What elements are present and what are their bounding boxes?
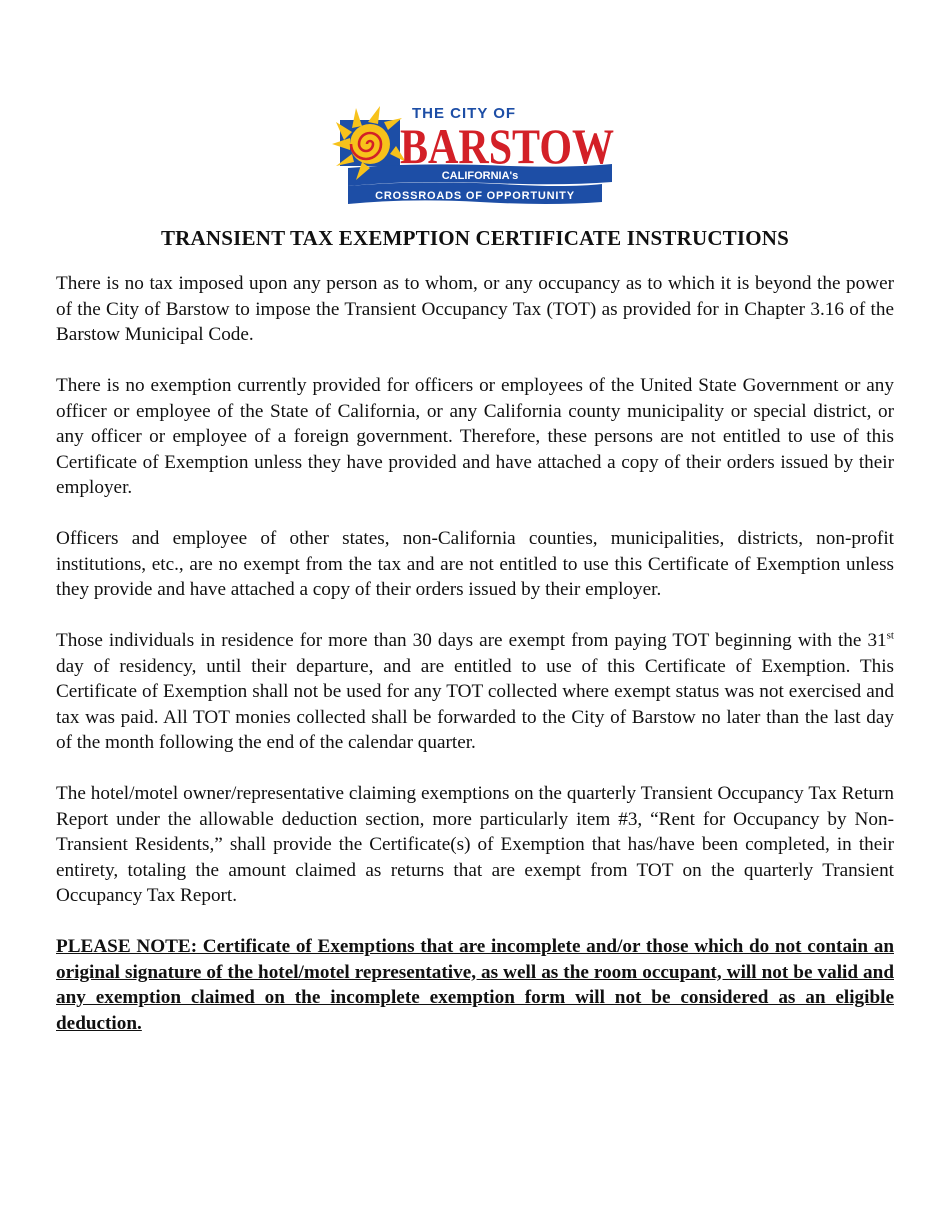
barstow-logo-graphic [330, 100, 620, 208]
city-of-barstow-logo [330, 100, 620, 208]
logo-city-name: BARSTOW [400, 118, 614, 174]
paragraph-other-states: Officers and employee of other states, non-California counties, municipalities, districts, non-profit institutions, etc., are no exempt from the tax and are not entitled to use this Certificate of Exemption unless they provide and have attached a copy of their orders issued by their employer. [56, 528, 894, 600]
please-note-warning: PLEASE NOTE: Certificate of Exemptions that are incomplete and/or those which do not contain an original signature of the hotel/motel representative, as well as the room occupant, will not be valid and any exemption claimed on the incomplete exemption form will not be considered as an eligible deduction. [56, 936, 894, 1034]
document-title: TRANSIENT TAX EXEMPTION CERTIFICATE INSTRUCTIONS [160, 226, 790, 250]
logo-ribbon-line1: CALIFORNIA's [441, 170, 519, 182]
paragraph-long-term-residents [56, 628, 894, 756]
paragraph-jurisdiction: There is no tax imposed upon any person as to whom, or any occupancy as to which it is beyond the power of the City of Barstow to impose the Transient Occupancy Tax (TOT) as provided for in Chapter 3.16 of the Barstow Municipal Code. [56, 273, 894, 345]
logo-top-line: THE CITY OF [412, 105, 517, 122]
logo-ribbon-line2: CROSSROADS OF OPPORTUNITY [375, 190, 575, 202]
ordinal-suffix: st [886, 629, 894, 642]
paragraph-long-term-residents-part2: day of residency, until their departure, and are entitled to use of this Certificate of Exemption. This Certificate of Exemption shall not be used for any TOT collected where exempt status was not exercised and tax was paid. All TOT monies collected shall be forwarded to the City of Barstow no later than the last day of the month following the end of the calendar quarter. [56, 655, 894, 753]
instructions-body [56, 271, 894, 1062]
paragraph-government-employees: There is no exemption currently provided for officers or employees of the United State Government or any officer or employee of the State of California, or any California county municipality or special district, or any officer or employee of a foreign government. Therefore, these persons are not entitled to use of this Certificate of Exemption unless they have provided and have attached a copy of their orders issued by their employer. [56, 375, 894, 498]
paragraph-long-term-residents-part1: Those individuals in residence for more than 30 days are exempt from paying TOT beginning with the 31 [56, 630, 887, 651]
paragraph-hotel-representative: The hotel/motel owner/representative claiming exemptions on the quarterly Transient Occupancy Tax Return Report under the allowable deduction section, more particularly item #3, “Rent for Occupancy by Non-Transient Residents,” shall provide the Certificate(s) of Exemption that has/have been completed, in their entirety, totaling the amount claimed as returns that are exempt from TOT on the quarterly Transient Occupancy Tax Report. [56, 783, 894, 906]
